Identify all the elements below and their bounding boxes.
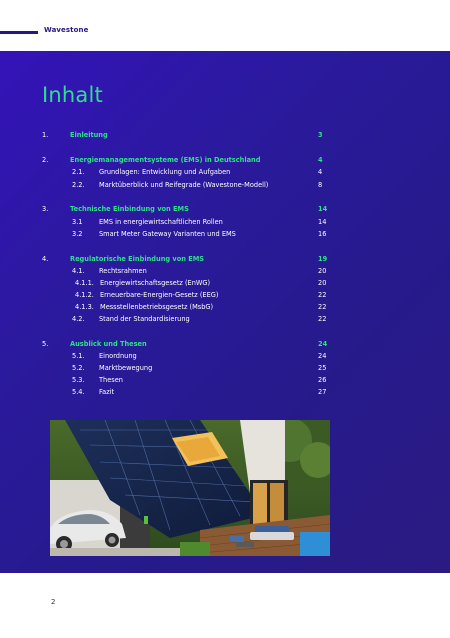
toc-entry-number: 4. <box>42 255 49 263</box>
toc-entry[interactable] <box>0 204 450 214</box>
toc-entry-number: 5.4. <box>72 388 85 396</box>
toc-entry-page: 20 <box>318 267 327 275</box>
toc-entry[interactable] <box>0 254 450 264</box>
toc-entry-number: 2.1. <box>72 168 85 176</box>
house-photo <box>50 420 330 556</box>
toc-entry-title: Ausblick und Thesen <box>70 340 147 348</box>
toc-entry[interactable] <box>0 387 450 397</box>
header-accent-bar <box>0 31 38 34</box>
toc-entry[interactable] <box>0 339 450 349</box>
toc-entry[interactable] <box>0 167 450 177</box>
toc-entry-title: Energiewirtschaftsgesetz (EnWG) <box>100 279 211 287</box>
toc-entry-page: 20 <box>318 279 327 287</box>
toc-entry-page: 3 <box>318 131 323 139</box>
toc-entry-number: 4.1. <box>72 267 85 275</box>
toc-entry-page: 26 <box>318 376 327 384</box>
toc-entry[interactable] <box>0 363 450 373</box>
toc-entry[interactable] <box>0 351 450 361</box>
toc-entry-page: 24 <box>318 352 327 360</box>
toc-entry-number: 4.1.2. <box>75 291 94 299</box>
toc-entry-page: 4 <box>318 156 323 164</box>
toc-entry-title: Einleitung <box>70 131 108 139</box>
toc-entry-page: 24 <box>318 340 328 348</box>
contents-panel <box>0 51 450 573</box>
toc-entry-number: 4.1.1. <box>75 279 94 287</box>
toc-entry-title: Einordnung <box>99 352 137 360</box>
toc-entry-title: Marktbewegung <box>99 364 153 372</box>
toc-entry-number: 5. <box>42 340 49 348</box>
toc-entry-number: 4.2. <box>72 315 85 323</box>
toc-entry[interactable] <box>0 302 450 312</box>
toc-entry-number: 2.2. <box>72 181 85 189</box>
toc-entry-page: 16 <box>318 230 327 238</box>
toc-entry-number: 5.3. <box>72 376 85 384</box>
toc-entry-title: Messstellenbetriebsgesetz (MsbG) <box>100 303 214 311</box>
toc-entry-number: 5.2. <box>72 364 85 372</box>
toc-entry-title: Smart Meter Gateway Varianten und EMS <box>99 230 236 238</box>
brand-name: Wavestone <box>44 26 89 34</box>
toc-entry-page: 22 <box>318 291 327 299</box>
toc-entry-title: Grundlagen: Entwicklung und Aufgaben <box>99 168 231 176</box>
toc-entry[interactable] <box>0 278 450 288</box>
toc-entry-number: 4.1.3. <box>75 303 94 311</box>
toc-entry-number: 2. <box>42 156 49 164</box>
toc-entry-page: 4 <box>318 168 323 176</box>
toc-entry[interactable] <box>0 229 450 239</box>
toc-entry[interactable] <box>0 314 450 324</box>
toc-entry[interactable] <box>0 217 450 227</box>
toc-entry-number: 5.1. <box>72 352 85 360</box>
toc-entry-number: 3.2 <box>72 230 83 238</box>
toc-entry-number: 1. <box>42 131 49 139</box>
toc-entry-title: Stand der Standardisierung <box>99 315 190 323</box>
toc-entry-page: 27 <box>318 388 327 396</box>
toc-entry-page: 22 <box>318 303 327 311</box>
toc-entry[interactable] <box>0 180 450 190</box>
page-title: Inhalt <box>42 83 103 107</box>
toc-entry-title: Marktüberblick und Reifegrade (Wavestone-Modell) <box>99 181 269 189</box>
toc-entry-number: 3. <box>42 205 49 213</box>
toc-entry-title: Fazit <box>99 388 115 396</box>
toc-entry[interactable] <box>0 155 450 165</box>
toc-entry-title: Erneuerbare-Energien-Gesetz (EEG) <box>100 291 219 299</box>
toc-entry-title: Rechtsrahmen <box>99 267 147 275</box>
toc-entry-page: 14 <box>318 218 327 226</box>
toc-entry-page: 25 <box>318 364 327 372</box>
toc-entry[interactable] <box>0 375 450 385</box>
toc-entry-page: 19 <box>318 255 328 263</box>
toc-entry-title: Regulatorische Einbindung von EMS <box>70 255 205 263</box>
toc-entry-title: EMS in energiewirtschaftlichen Rollen <box>99 218 223 226</box>
toc-entry-page: 8 <box>318 181 323 189</box>
toc-entry-page: 22 <box>318 315 327 323</box>
page-number: 2 <box>51 598 56 606</box>
toc-entry[interactable] <box>0 266 450 276</box>
house-with-solar-roof-and-electric-car-icon <box>50 420 330 556</box>
toc-entry-title: Technische Einbindung von EMS <box>70 205 189 213</box>
toc-entry-title: Energiemanagementsysteme (EMS) in Deutschland <box>70 156 261 164</box>
toc-entry-title: Thesen <box>99 376 123 384</box>
toc-entry[interactable] <box>0 290 450 300</box>
toc-entry-number: 3.1 <box>72 218 83 226</box>
toc-entry[interactable] <box>0 130 450 140</box>
toc-entry-page: 14 <box>318 205 328 213</box>
